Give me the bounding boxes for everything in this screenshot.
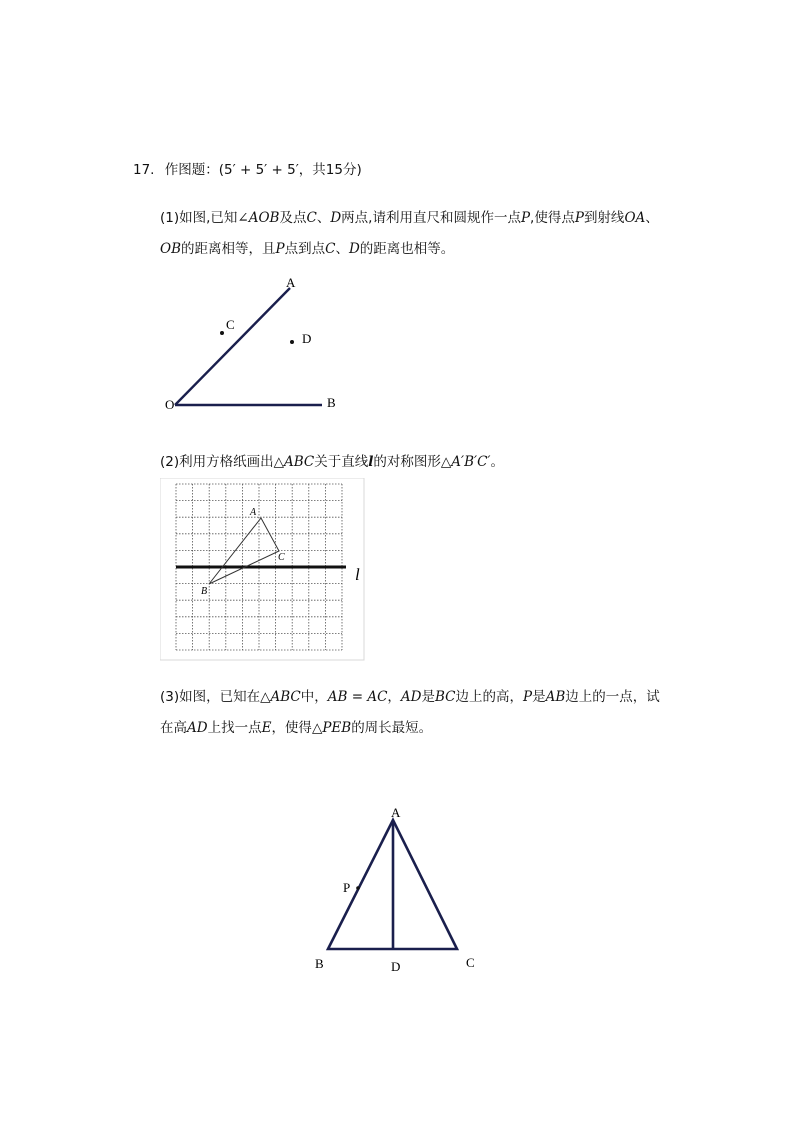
ray-oa-line (175, 288, 290, 405)
tri-label-c: C (466, 955, 475, 970)
part3-line1 (160, 688, 660, 706)
text: 的距离相等，且 (181, 241, 276, 257)
tri-label-p: P (343, 880, 351, 895)
text: 上找一点 (207, 720, 262, 736)
grid-paper (160, 478, 364, 660)
grid-label-c: C (278, 552, 285, 563)
segment-ab: AB (545, 689, 566, 705)
point-p-dot (356, 886, 360, 890)
text: 是 (421, 689, 435, 705)
text: 两点,请利用直尺和圆规作一点 (341, 210, 521, 226)
segment-ad: AD (187, 720, 208, 736)
text: 到射线 (583, 210, 625, 226)
text: 、 (645, 210, 659, 226)
triangle-abc: △ABC (273, 454, 315, 470)
point-e: E (261, 720, 272, 736)
text: 的距离也相等。 (359, 241, 455, 257)
grid-label-a: A (250, 507, 257, 518)
ray-ob: OB (160, 241, 181, 257)
text: 边上的一点，试 (565, 689, 660, 705)
point-c: C (306, 210, 317, 226)
text: 点到点 (284, 241, 326, 257)
text: 是 (532, 689, 546, 705)
text: (1)如图,已知 (160, 210, 238, 226)
text: 边上的高， (455, 689, 524, 705)
text: 在高 (160, 720, 187, 736)
label-o: O (165, 397, 175, 412)
text: 、 (335, 241, 349, 257)
text: 中， (300, 689, 328, 705)
part3-line2 (160, 719, 432, 737)
tri-label-b: B (315, 956, 324, 971)
text: 、 (316, 210, 331, 226)
text: ，使得 (271, 720, 312, 736)
text: 。 (490, 454, 504, 470)
equation: AB = AC (327, 689, 388, 705)
text: (3)如图，已知在 (160, 689, 261, 705)
text: (2)利用方格纸画出 (160, 454, 274, 470)
point-p: P (275, 241, 285, 257)
point-p: P (523, 689, 533, 705)
angle-aob: ∠AOB (237, 210, 280, 226)
text: ,使得点 (530, 210, 575, 226)
figure-grid (160, 478, 380, 662)
tri-label-d: D (391, 959, 401, 974)
point-c-dot (220, 331, 224, 335)
triangle-peb: △PEB (311, 720, 352, 736)
grid-label-l: l (355, 565, 360, 584)
point-d: D (348, 241, 360, 257)
point-d-dot (290, 340, 294, 344)
grid-label-b: B (201, 586, 208, 597)
question-title: 作图题：(5′ + 5′ + 5′，共15分) (164, 162, 362, 178)
ray-oa: OA (624, 210, 646, 226)
part2-text (160, 453, 504, 471)
text: 及点 (279, 210, 307, 226)
text: ， (387, 689, 401, 705)
label-a: A (286, 275, 296, 290)
label-c: C (226, 317, 235, 332)
point-d: D (330, 210, 342, 226)
figure-isosceles-triangle (0, 790, 794, 990)
triangle-abc: △ABC (260, 689, 301, 705)
text: 关于直线 (314, 454, 369, 470)
text: 的对称图形 (373, 454, 441, 470)
tri-label-a: A (391, 805, 401, 820)
question-number: 17. (133, 162, 155, 178)
point-c: C (325, 241, 336, 257)
label-d: D (302, 331, 312, 346)
segment-ad: AD (400, 689, 422, 705)
text: 的周长最短。 (351, 720, 433, 736)
line-l: l (368, 454, 374, 470)
point-p: P (520, 210, 531, 226)
label-b: B (327, 395, 336, 410)
triangle-abc-prime: △A′B′C′ (440, 454, 491, 470)
segment-bc: BC (435, 689, 456, 705)
figure-angle-aob (0, 0, 794, 440)
point-p: P (574, 210, 584, 226)
